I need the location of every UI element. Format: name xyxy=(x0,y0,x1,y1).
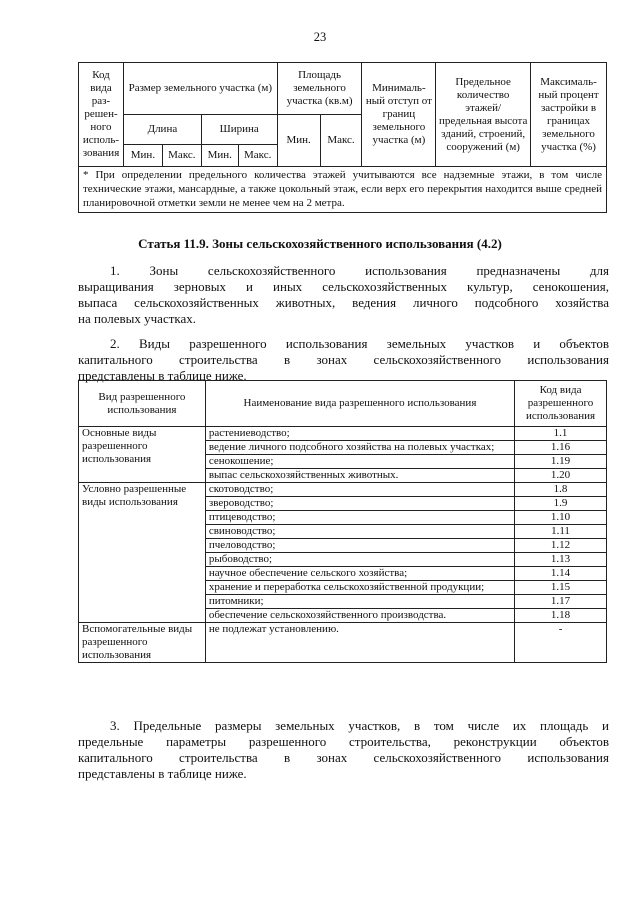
use-code: 1.16 xyxy=(515,441,607,455)
header-use-type: Вид разрешенного использования xyxy=(79,381,206,427)
use-name: птицеводство; xyxy=(205,511,514,525)
header-size: Размер земельного участка (м) xyxy=(123,63,277,115)
use-code: 1.10 xyxy=(515,511,607,525)
header-area: Площадь земельного участка (кв.м) xyxy=(277,63,362,115)
use-name: пчеловодство; xyxy=(205,539,514,553)
header-width-min: Мин. xyxy=(201,145,238,167)
use-name: научное обеспечение сельского хозяйства; xyxy=(205,567,514,581)
paragraph-line: выращивания зерновых и иных сельскохозяйственных культур, сенокошения, xyxy=(78,279,609,294)
page-number: 23 xyxy=(313,30,327,44)
paragraph-line: 1. Зоны сельскохозяйственного использования предназначены для xyxy=(110,263,609,278)
paragraph-line: выпаса сельскохозяйственных животных, ведения личного подсобного хозяйства xyxy=(78,295,609,310)
use-name: рыбоводство; xyxy=(205,553,514,567)
use-code: 1.14 xyxy=(515,567,607,581)
header-indent: Минималь-ный отступ от границ земельного участка (м) xyxy=(362,63,436,167)
header-build: Максималь-ный процент застройки в границах земельного участка (%) xyxy=(531,63,607,167)
use-name: питомники; xyxy=(205,595,514,609)
use-name: не подлежат установлению. xyxy=(205,623,514,663)
paragraph-line: представлены в таблице ниже. xyxy=(78,368,247,383)
header-length: Длина xyxy=(123,115,201,145)
permitted-use-table xyxy=(78,380,607,663)
use-name: сенокошение; xyxy=(205,455,514,469)
paragraph-line: капитального строительства в зонах сельскохозяйственного использования xyxy=(78,352,609,367)
header-width-max: Макс. xyxy=(238,145,277,167)
use-name: свиноводство; xyxy=(205,525,514,539)
paragraph-line: 3. Предельные размеры земельных участков, в том числе их площадь и xyxy=(110,718,609,733)
use-code: 1.19 xyxy=(515,455,607,469)
header-floors: Предельное количество этажей/ предельная высота зданий, строений, сооружений (м) xyxy=(436,63,531,167)
header-width: Ширина xyxy=(201,115,277,145)
paragraph-line: 2. Виды разрешенного использования земельных участков и объектов xyxy=(110,336,609,351)
paragraph-line: на полевых участках. xyxy=(78,311,197,326)
header-length-max: Макс. xyxy=(162,145,201,167)
use-name: растениеводство; xyxy=(205,427,514,441)
use-code: 1.12 xyxy=(515,539,607,553)
paragraph-1 xyxy=(78,263,609,327)
paragraph-2 xyxy=(78,336,609,384)
parameters-table xyxy=(78,62,607,213)
use-code: 1.20 xyxy=(515,469,607,483)
use-name: скотоводство; xyxy=(205,483,514,497)
use-name: выпас сельскохозяйственных животных. xyxy=(205,469,514,483)
use-name: звероводство; xyxy=(205,497,514,511)
paragraph-line: капитального строительства в зонах сельскохозяйственного использования xyxy=(78,750,609,765)
use-code: 1.15 xyxy=(515,581,607,595)
use-code: 1.17 xyxy=(515,595,607,609)
header-use-name: Наименование вида разрешенного использования xyxy=(205,381,514,427)
article-heading: Статья 11.9. Зоны сельскохозяйственного использования (4.2) xyxy=(138,236,502,251)
use-name: хранение и переработка сельскохозяйственной продукции; xyxy=(205,581,514,595)
use-code: 1.11 xyxy=(515,525,607,539)
header-area-min: Мин. xyxy=(277,115,320,167)
header-length-min: Мин. xyxy=(123,145,162,167)
use-code: 1.9 xyxy=(515,497,607,511)
group-auxiliary: Вспомогательные виды разрешенного использования xyxy=(79,623,206,663)
use-name: ведение личного подсобного хозяйства на полевых участках; xyxy=(205,441,514,455)
header-code: Код вида раз-решен-ного исполь-зования xyxy=(79,63,124,167)
use-code: 1.1 xyxy=(515,427,607,441)
use-code: 1.13 xyxy=(515,553,607,567)
paragraph-line: предельные параметры разрешенного строительства, реконструкции объектов xyxy=(78,734,609,749)
table-note: * При определении предельного количества этажей учитываются все надземные этажи, в том числе технические этажи, мансардные, а также цокольный этаж, если верх его перекрытия находится выше средней планировочной отметки земли не менее чем на 2 метра. xyxy=(79,167,607,213)
paragraph-3 xyxy=(78,718,609,782)
group-main: Основные виды разрешенного использования xyxy=(79,427,206,483)
use-code: 1.8 xyxy=(515,483,607,497)
use-name: обеспечение сельскохозяйственного производства. xyxy=(205,609,514,623)
header-area-max: Макс. xyxy=(320,115,362,167)
group-conditional: Условно разрешенные виды использования xyxy=(79,483,206,623)
paragraph-line: представлены в таблице ниже. xyxy=(78,766,247,781)
use-code: - xyxy=(515,623,607,663)
header-use-code: Код вида разрешенного использования xyxy=(515,381,607,427)
use-code: 1.18 xyxy=(515,609,607,623)
